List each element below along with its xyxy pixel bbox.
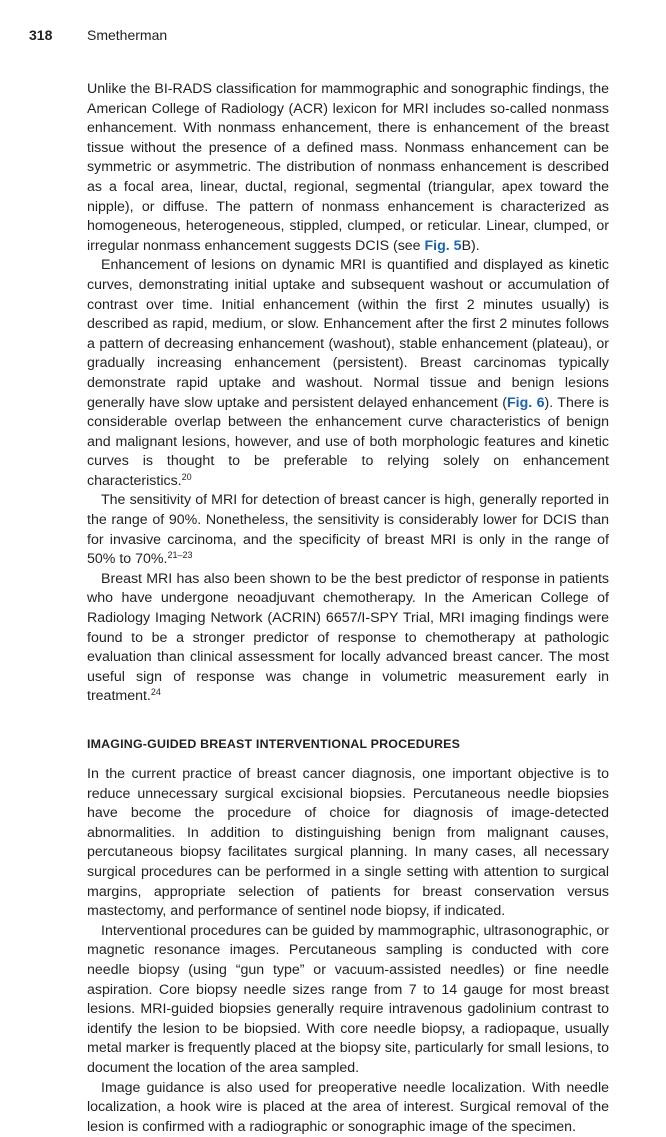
paragraph-percutaneous-biopsy: In the current practice of breast cancer diagnosis, one important objective is to reduce unnecessary surgical excisional biopsies. Percutaneous needle biopsies have become the procedure of choice for diagnosis of image-detected abnormalities. In addition to distinguishing benign from malignant causes, percutaneous biopsy facilitates surgical planning. In many cases, all necessary surgical procedures can be performed in a single setting with attention to surgical margins, appropriate selection of patients for breast conservation versus mastectomy, and performance of sentinel node biopsy, if indicated. (87, 765, 609, 922)
paragraph-nonmass-enhancement (87, 80, 609, 256)
paragraph-neoadjuvant (87, 570, 609, 707)
running-author: Smetherman (87, 27, 167, 43)
citation-24[interactable]: 24 (151, 687, 161, 697)
paragraph-text: The sensitivity of MRI for detection of breast cancer is high, generally reported in the range of 90%. Nonetheless, the sensitivity is considerably lower for DCIS than for invasive carcinoma, and the specificity of breast MRI is only in the range of 50% to 70%. (87, 492, 609, 567)
running-header (29, 26, 167, 44)
paragraph-interventional-guidance: Interventional procedures can be guided by mammographic, ultrasonographic, or magnetic resonance images. Percutaneous sampling is conducted with core needle biopsy (using “gun type” or vacuum-assisted needles) or fine needle aspiration. Core biopsy needle sizes range from 7 to 14 gauge for most breast lesions. MRI-guided biopsies generally require intravenous gadolinium contrast to identify the lesion to be biopsied. With core needle biopsy, a radiopaque, usually metal marker is frequently placed at the biopsy site, particularly for small lesions, to document the location of the area sampled. (87, 922, 609, 1079)
figure-5-link[interactable]: Fig. 5 (425, 238, 462, 254)
section-heading: IMAGING-GUIDED BREAST INTERVENTIONAL PROCEDURES (87, 735, 609, 753)
paragraph-kinetic-curves (87, 256, 609, 491)
figure-6-link[interactable]: Fig. 6 (507, 395, 545, 411)
paragraph-sensitivity (87, 491, 609, 569)
paragraph-text: Unlike the BI-RADS classification for mammographic and sonographic findings, the American College of Radiology (ACR) lexicon for MRI includes so-called nonmass enhancement. With nonmass enhancement, there is enhancement of the breast tissue without the presence of a defined mass. Nonmass enhancement can be symmetric or asymmetric. The distribution of nonmass enhancement is described as a focal area, linear, ductal, regional, segmental (triangular, apex toward the nipple), or diffuse. The pattern of nonmass enhancement is characterized as homogeneous, heterogeneous, stippled, clumped, or reticular. Linear, clumped, or irregular nonmass enhancement suggests DCIS (see (87, 81, 609, 254)
citation-20[interactable]: 20 (182, 472, 192, 482)
paragraph-text: B). (462, 238, 480, 254)
paragraph-text: Enhancement of lesions on dynamic MRI is quantified and displayed as kinetic curves, demonstrating initial uptake and subsequent washout or accumulation of contrast over time. Initial enhancement (within the first 2 minutes usually) is described as rapid, medium, or slow. Enhancement after the first 2 minutes follows a pattern of decreasing enhancement (washout), stable enhancement (plateau), or gradually increasing enhancement (persistent). Breast carcinomas typically demonstrate rapid uptake and washout. Normal tissue and benign lesions generally have slow uptake and persistent delayed enhancement ( (87, 257, 609, 410)
citation-21-23[interactable]: 21–23 (167, 550, 192, 560)
page-number: 318 (29, 26, 87, 44)
paragraph-text: Breast MRI has also been shown to be the best predictor of response in patients who have undergone neoadjuvant chemotherapy. In the American College of Radiology Imaging Network (ACRIN) 6657/I-SPY Trial, MRI imaging findings were found to be a stronger predictor of response to chemotherapy at pathologic evaluation than clinical assessment for locally advanced breast cancer. The most useful sign of response was change in volumetric measurement early in treatment. (87, 571, 609, 705)
article-body (87, 80, 609, 1137)
paragraph-needle-localization: Image guidance is also used for preoperative needle localization. With needle localization, a hook wire is placed at the area of interest. Surgical removal of the lesion is confirmed with a radiographic or sonographic image of the specimen. (87, 1079, 609, 1137)
paragraph-text: ). There is considerable overlap between the enhancement curve characteristics of benign and malignant lesions, however, and use of both morphologic features and kinetic curves is thought to be preferable to relying solely on enhancement characteristics. (87, 395, 609, 489)
